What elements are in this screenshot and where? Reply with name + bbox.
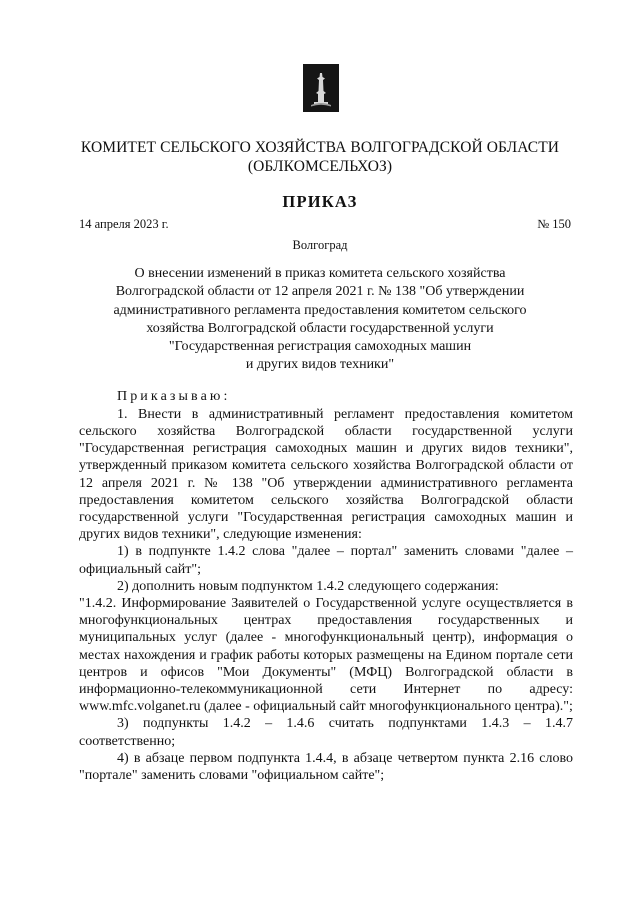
order-subitem-3: 3) подпункты 1.4.2 – 1.4.6 считать подпунктами 1.4.3 – 1.4.7 соответственно;	[79, 716, 573, 749]
order-lead: Приказываю:	[117, 389, 231, 404]
subject-line: О внесении изменений в приказ комитета сельского хозяйства	[134, 266, 506, 281]
committee-name-line1: КОМИТЕТ СЕЛЬСКОГО ХОЗЯЙСТВА ВОЛГОГРАДСКОЙ ОБЛАСТИ	[80, 139, 560, 156]
order-subitem-2: 2) дополнить новым подпунктом 1.4.2 следующего содержания:	[117, 578, 499, 594]
document-city: Волгоград	[292, 238, 348, 252]
committee-name-line2: (ОБЛКОМСЕЛЬХОЗ)	[247, 158, 393, 175]
document-type-title: ПРИКАЗ	[282, 192, 358, 211]
document-body	[79, 388, 573, 784]
order-item-1: 1. Внести в административный регламент предоставления комитетом сельского хозяйства Волгоградской области государственной услуги "Государственная регистрация самоходных машин и других видов техники", утвержденный приказом комитета сельского хозяйства Волгоградской области от 12 апреля 2021 г. № 138 "Об утверждении административного регламента предоставления комитетом сельского хозяйства Волгоградской области государственной услуги "Государственная регистрация самоходных машин и других видов техники", следующие изменения:	[79, 406, 573, 543]
order-subitem-4: 4) в абзаце первом подпункта 1.4.4, в абзаце четвертом пункта 2.16 слово "портале" заменить словами "официальном сайте";	[79, 750, 573, 783]
document-subject	[0, 265, 640, 375]
subject-line: хозяйства Волгоградской области государственной услуги	[146, 320, 494, 336]
document-date: 14 апреля 2023 г.	[79, 217, 169, 231]
subject-line: и других видов техники"	[245, 357, 395, 373]
coat-of-arms-icon	[303, 64, 339, 112]
subject-line: административного регламента предоставления комитетом сельского	[113, 302, 527, 318]
order-quoted-text: "1.4.2. Информирование Заявителей о Государственной услуге осуществляется в многофункциональных центрах предоставления государственных и муниципальных услуг (далее - многофункциональный центр), информация о местах нахождения и график работы которых размещены на Едином портале сети центров и офисов "Мои Документы" (МФЦ) Волгоградской области в информационно-телекоммуникационной сети Интернет по адресу: www.mfc.volganet.ru (далее - официальный сайт многофункционального центра).";	[79, 595, 573, 715]
committee-name	[0, 138, 640, 176]
subject-line: Волгоградской области от 12 апреля 2021 г. № 138 "Об утверждении	[115, 284, 525, 300]
subject-line: "Государственная регистрация самоходных машин	[168, 339, 472, 355]
order-subitem-1: 1) в подпункте 1.4.2 слова "далее – портал" заменить словами "далее – официальный сайт";	[79, 544, 573, 577]
document-number: № 150	[537, 217, 571, 231]
